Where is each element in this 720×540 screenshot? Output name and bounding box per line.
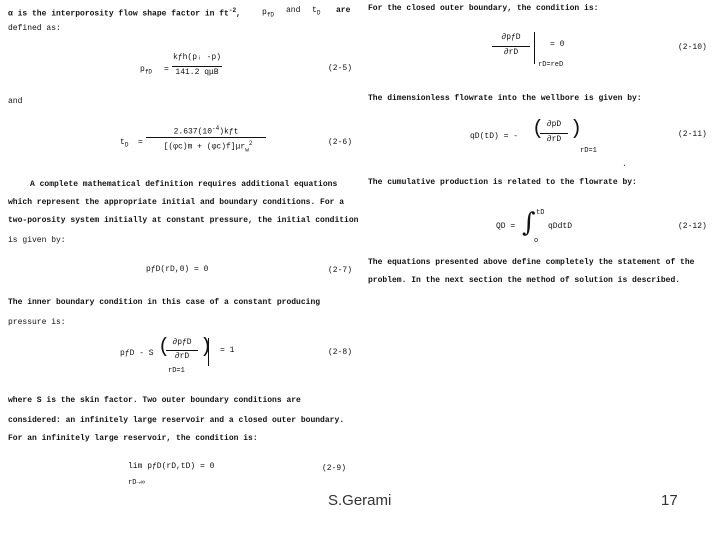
right-paragraph-2: The dimensionless flowrate into the wellbore is given by:	[368, 94, 642, 103]
fraction-bar	[540, 133, 568, 134]
exponent: 2	[248, 140, 253, 147]
fraction-bar	[492, 46, 530, 47]
paragraph-2-line-4: is given by:	[8, 236, 66, 245]
paragraph-2-line-2: which represent the appropriate initial and boundary conditions. For a	[8, 198, 345, 207]
param-definition-line-1	[8, 6, 241, 20]
subscript: fD	[144, 68, 153, 76]
equation-number-2-5: (2-5)	[328, 64, 353, 73]
paragraph-2-line-1: A complete mathematical definition requires additional equations	[30, 180, 338, 189]
symbol: t	[120, 138, 125, 147]
symbol: t	[312, 6, 317, 15]
text-segment: 2.637(10	[173, 127, 212, 137]
eq25-numerator: kƒh(pᵢ -p)	[172, 53, 221, 62]
equation-number-2-7: (2-7)	[328, 266, 353, 275]
eq210-rhs: = 0	[550, 40, 565, 49]
eq28-evaluation-point: rD=1	[168, 367, 185, 375]
symbol: p	[262, 8, 267, 17]
td-symbol	[312, 6, 320, 19]
param-definition-line-2: defined as:	[8, 24, 61, 33]
open-paren-icon: (	[158, 336, 171, 359]
eq26-numerator	[146, 124, 266, 138]
equation-2-11	[470, 116, 630, 158]
left-column	[0, 0, 360, 500]
open-paren-icon: (	[532, 118, 545, 141]
paragraph-3-line-2: pressure is:	[8, 318, 66, 327]
right-paragraph-3: The cumulative production is related to the flowrate by:	[368, 178, 637, 187]
equation-2-6	[120, 120, 270, 152]
right-paragraph-4-line-1: The equations presented above define completely the statement of the	[368, 258, 695, 267]
equation-2-9-limit: rD→∞	[128, 479, 145, 487]
exponent: -4	[212, 125, 220, 132]
equation-2-5	[140, 50, 240, 80]
equation-number-2-8: (2-8)	[328, 348, 353, 357]
eq26-lhs	[120, 138, 128, 151]
subscript: w	[245, 146, 249, 154]
equation-2-10	[492, 30, 602, 72]
equation-number-2-10: (2-10)	[678, 43, 707, 52]
text-segment: )kƒt	[219, 127, 239, 137]
eq212-lhs: QD =	[496, 222, 516, 231]
paragraph-3-line-1: The inner boundary condition in this case of a constant producing	[8, 298, 321, 307]
evaluation-bar	[208, 338, 209, 366]
subscript: D	[316, 9, 321, 17]
eq211-numerator: ∂pD	[546, 120, 562, 129]
eq210-denominator: ∂rD	[503, 48, 519, 57]
eq211-lhs: qD(tD) = -	[470, 132, 519, 141]
subscript: fD	[266, 11, 275, 19]
page-number: 17	[661, 492, 678, 509]
fraction-bar	[146, 137, 266, 138]
eq25-lhs	[140, 65, 152, 78]
eq212-integrand: qDdtD	[548, 222, 573, 231]
eq28-rhs: = 1	[220, 346, 235, 355]
integral-upper-limit: tD	[536, 209, 545, 217]
exponent: -2	[228, 7, 237, 14]
stray-dot: .	[622, 160, 627, 169]
equation-2-12	[496, 206, 616, 246]
close-paren-icon: )	[200, 336, 213, 359]
eq28-lhs: pƒD - S	[120, 349, 154, 358]
equation-2-7: pƒD(rD,0) = 0	[146, 265, 209, 274]
paragraph-4-line-2: considered: an infinitely large reservoir and a closed outer boundary.	[8, 416, 345, 425]
eq25-denominator: 141.2 qμB	[175, 68, 219, 77]
text-segment: α is the interporosity flow shape factor in ft	[8, 9, 229, 19]
text-segment: [(φc)m + (φc)f]μr	[163, 142, 246, 152]
eq28-denominator: ∂rD	[174, 352, 190, 361]
integral-icon: ∫	[522, 208, 536, 238]
fraction-bar	[166, 350, 198, 351]
equals-sign: =	[138, 138, 143, 147]
eq210-evaluation-point: rD=reD	[538, 61, 564, 69]
close-paren-icon: )	[570, 118, 583, 141]
eq211-evaluation-point: rD=1	[580, 147, 597, 155]
fraction-bar	[172, 66, 222, 67]
equals-sign: =	[164, 65, 169, 74]
footer-author: S.Gerami	[328, 492, 392, 509]
symbol: p	[140, 65, 145, 74]
equation-number-2-6: (2-6)	[328, 138, 353, 147]
paragraph-4-line-3: For an infinitely large reservoir, the condition is:	[8, 434, 258, 443]
and-connector: and	[8, 97, 23, 106]
text-segment: ,	[236, 9, 241, 19]
eq28-numerator: ∂pƒD	[172, 338, 192, 347]
equation-number-2-11: (2-11)	[678, 130, 707, 139]
evaluation-bar	[534, 32, 535, 64]
equation-number-2-9: (2-9)	[322, 464, 347, 473]
right-paragraph-1: For the closed outer boundary, the condition is:	[368, 4, 599, 13]
subscript: D	[124, 141, 129, 149]
paragraph-4-line-1: where S is the skin factor. Two outer boundary conditions are	[8, 396, 301, 405]
right-column	[360, 0, 720, 300]
are-word: are	[336, 6, 351, 15]
pfd-symbol	[262, 8, 274, 21]
equation-number-2-12: (2-12)	[678, 222, 707, 231]
eq211-denominator: ∂rD	[546, 135, 562, 144]
right-paragraph-4-line-2: problem. In the next section the method of solution is described.	[368, 276, 681, 285]
eq210-numerator: ∂pƒD	[501, 33, 521, 42]
and-word: and	[286, 6, 301, 15]
integral-lower-limit: o	[534, 237, 539, 245]
paragraph-2-line-3: two-porosity system initially at constant pressure, the initial condition	[8, 216, 359, 225]
eq26-denominator	[146, 139, 270, 155]
equation-2-8	[120, 334, 260, 376]
equation-2-9: lim pƒD(rD,tD) = 0	[128, 462, 215, 471]
